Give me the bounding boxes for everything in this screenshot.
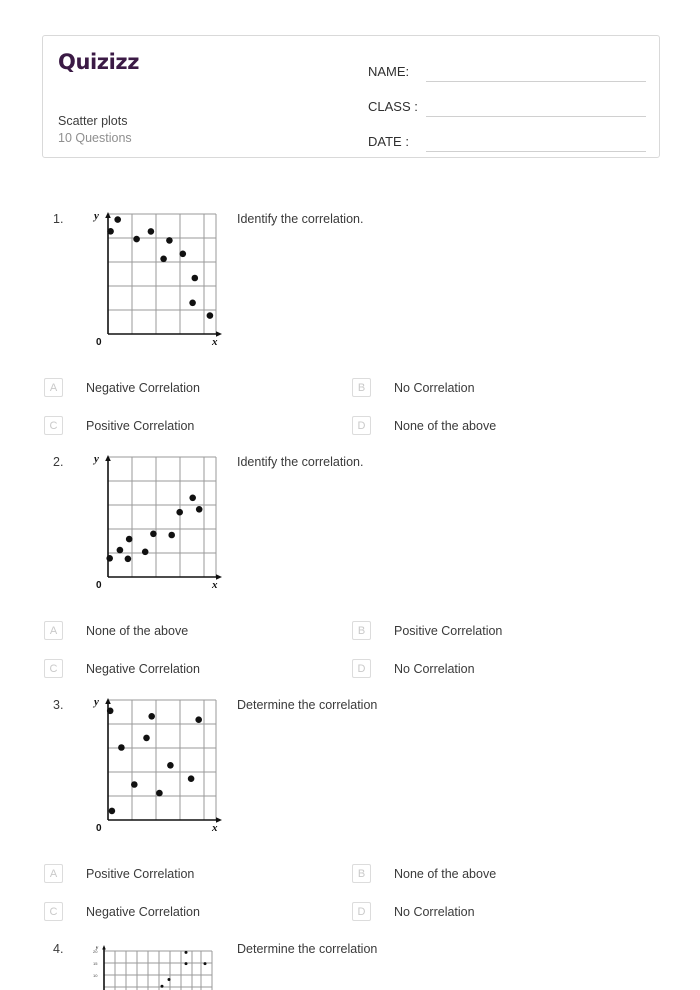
student-info-fields	[368, 53, 646, 158]
question-4-scatter-plot	[90, 944, 220, 990]
question-1-option-d[interactable]	[352, 416, 496, 435]
option-label: Positive Correlation	[394, 623, 503, 638]
question-3-option-b[interactable]	[352, 864, 496, 883]
class-field-row	[368, 88, 646, 117]
scatter-svg-1	[92, 210, 227, 345]
question-1-option-a[interactable]	[44, 378, 200, 397]
name-field-row	[368, 53, 646, 82]
option-letter-box: C	[44, 902, 63, 921]
data-points-4	[161, 951, 207, 988]
option-label: No Correlation	[394, 661, 475, 676]
option-label: Negative Correlation	[86, 380, 200, 395]
question-1-number: 1.	[53, 212, 64, 226]
question-1-prompt: Identify the correlation.	[237, 212, 364, 226]
quiz-question-count: 10 Questions	[58, 131, 132, 145]
y-axis-label-3: y	[94, 696, 99, 708]
y-axis-label-1: y	[94, 210, 99, 222]
y-tick-20: 20	[93, 949, 98, 954]
question-3-scatter-plot	[92, 696, 227, 831]
question-2-option-b[interactable]	[352, 621, 502, 640]
question-3-prompt: Determine the correlation	[237, 698, 378, 712]
class-field-label: CLASS :	[368, 99, 418, 114]
scatter-svg-3	[92, 696, 227, 831]
question-2-option-d[interactable]	[352, 659, 475, 678]
question-1-scatter-plot	[92, 210, 227, 345]
origin-label-1: 0	[96, 337, 102, 345]
y-axis-label-2: y	[94, 453, 99, 465]
grid-lines-1	[108, 214, 216, 334]
date-field-input[interactable]	[426, 133, 646, 152]
y-tick-labels-4	[93, 949, 98, 978]
option-letter-box: C	[44, 416, 63, 435]
option-label: Positive Correlation	[86, 866, 195, 881]
question-2-option-c[interactable]	[44, 659, 200, 678]
question-1-option-c[interactable]	[44, 416, 194, 435]
option-letter-box: A	[44, 621, 63, 640]
option-letter-box: C	[44, 659, 63, 678]
option-letter-box: B	[352, 864, 371, 883]
name-field-label: NAME:	[368, 64, 410, 79]
quiz-title: Scatter plots	[58, 114, 128, 128]
question-1-option-b[interactable]	[352, 378, 475, 397]
question-2-number: 2.	[53, 455, 64, 469]
question-2-prompt: Identify the correlation.	[237, 455, 364, 469]
origin-label-3: 0	[96, 823, 102, 831]
quizizz-logo-text: Quizizz	[58, 50, 140, 74]
axes-4	[102, 945, 106, 990]
option-letter-box: A	[44, 864, 63, 883]
question-2-option-a[interactable]	[44, 621, 188, 640]
data-points-1	[107, 216, 213, 319]
scatter-svg-2	[92, 453, 227, 588]
grid-lines-2	[108, 457, 216, 577]
quizizz-logo	[58, 52, 139, 73]
date-field-row	[368, 123, 646, 152]
y-tick-10: 10	[93, 973, 98, 978]
date-field-label: DATE :	[368, 134, 409, 149]
option-label: None of the above	[394, 866, 497, 881]
x-axis-label-3: x	[212, 822, 218, 831]
option-letter-box: D	[352, 659, 371, 678]
origin-label-2: 0	[96, 580, 102, 588]
class-field-input[interactable]	[426, 98, 646, 117]
option-letter-box: B	[352, 378, 371, 397]
question-3-number: 3.	[53, 698, 64, 712]
x-axis-label-2: x	[212, 579, 218, 588]
option-letter-box: D	[352, 416, 371, 435]
y-tick-15: 15	[93, 961, 98, 966]
name-field-input[interactable]	[426, 63, 646, 82]
question-2-scatter-plot	[92, 453, 227, 588]
question-3-option-d[interactable]	[352, 902, 475, 921]
option-label: None of the above	[86, 623, 189, 638]
x-axis-label-1: x	[212, 336, 218, 345]
option-letter-box: D	[352, 902, 371, 921]
question-4-number: 4.	[53, 942, 64, 956]
option-label: Positive Correlation	[86, 418, 195, 433]
question-3-option-a[interactable]	[44, 864, 194, 883]
grid-lines-4	[104, 951, 212, 990]
worksheet-header-card	[42, 35, 660, 158]
option-letter-box: A	[44, 378, 63, 397]
option-label: None of the above	[394, 418, 497, 433]
question-4-prompt: Determine the correlation	[237, 942, 378, 956]
option-label: Negative Correlation	[86, 904, 200, 919]
question-3-option-c[interactable]	[44, 902, 200, 921]
scatter-svg-4	[90, 944, 220, 990]
option-label: No Correlation	[394, 904, 475, 919]
y-axis-label-4: y	[96, 946, 99, 951]
option-label: Negative Correlation	[86, 661, 200, 676]
option-label: No Correlation	[394, 380, 475, 395]
option-letter-box: B	[352, 621, 371, 640]
